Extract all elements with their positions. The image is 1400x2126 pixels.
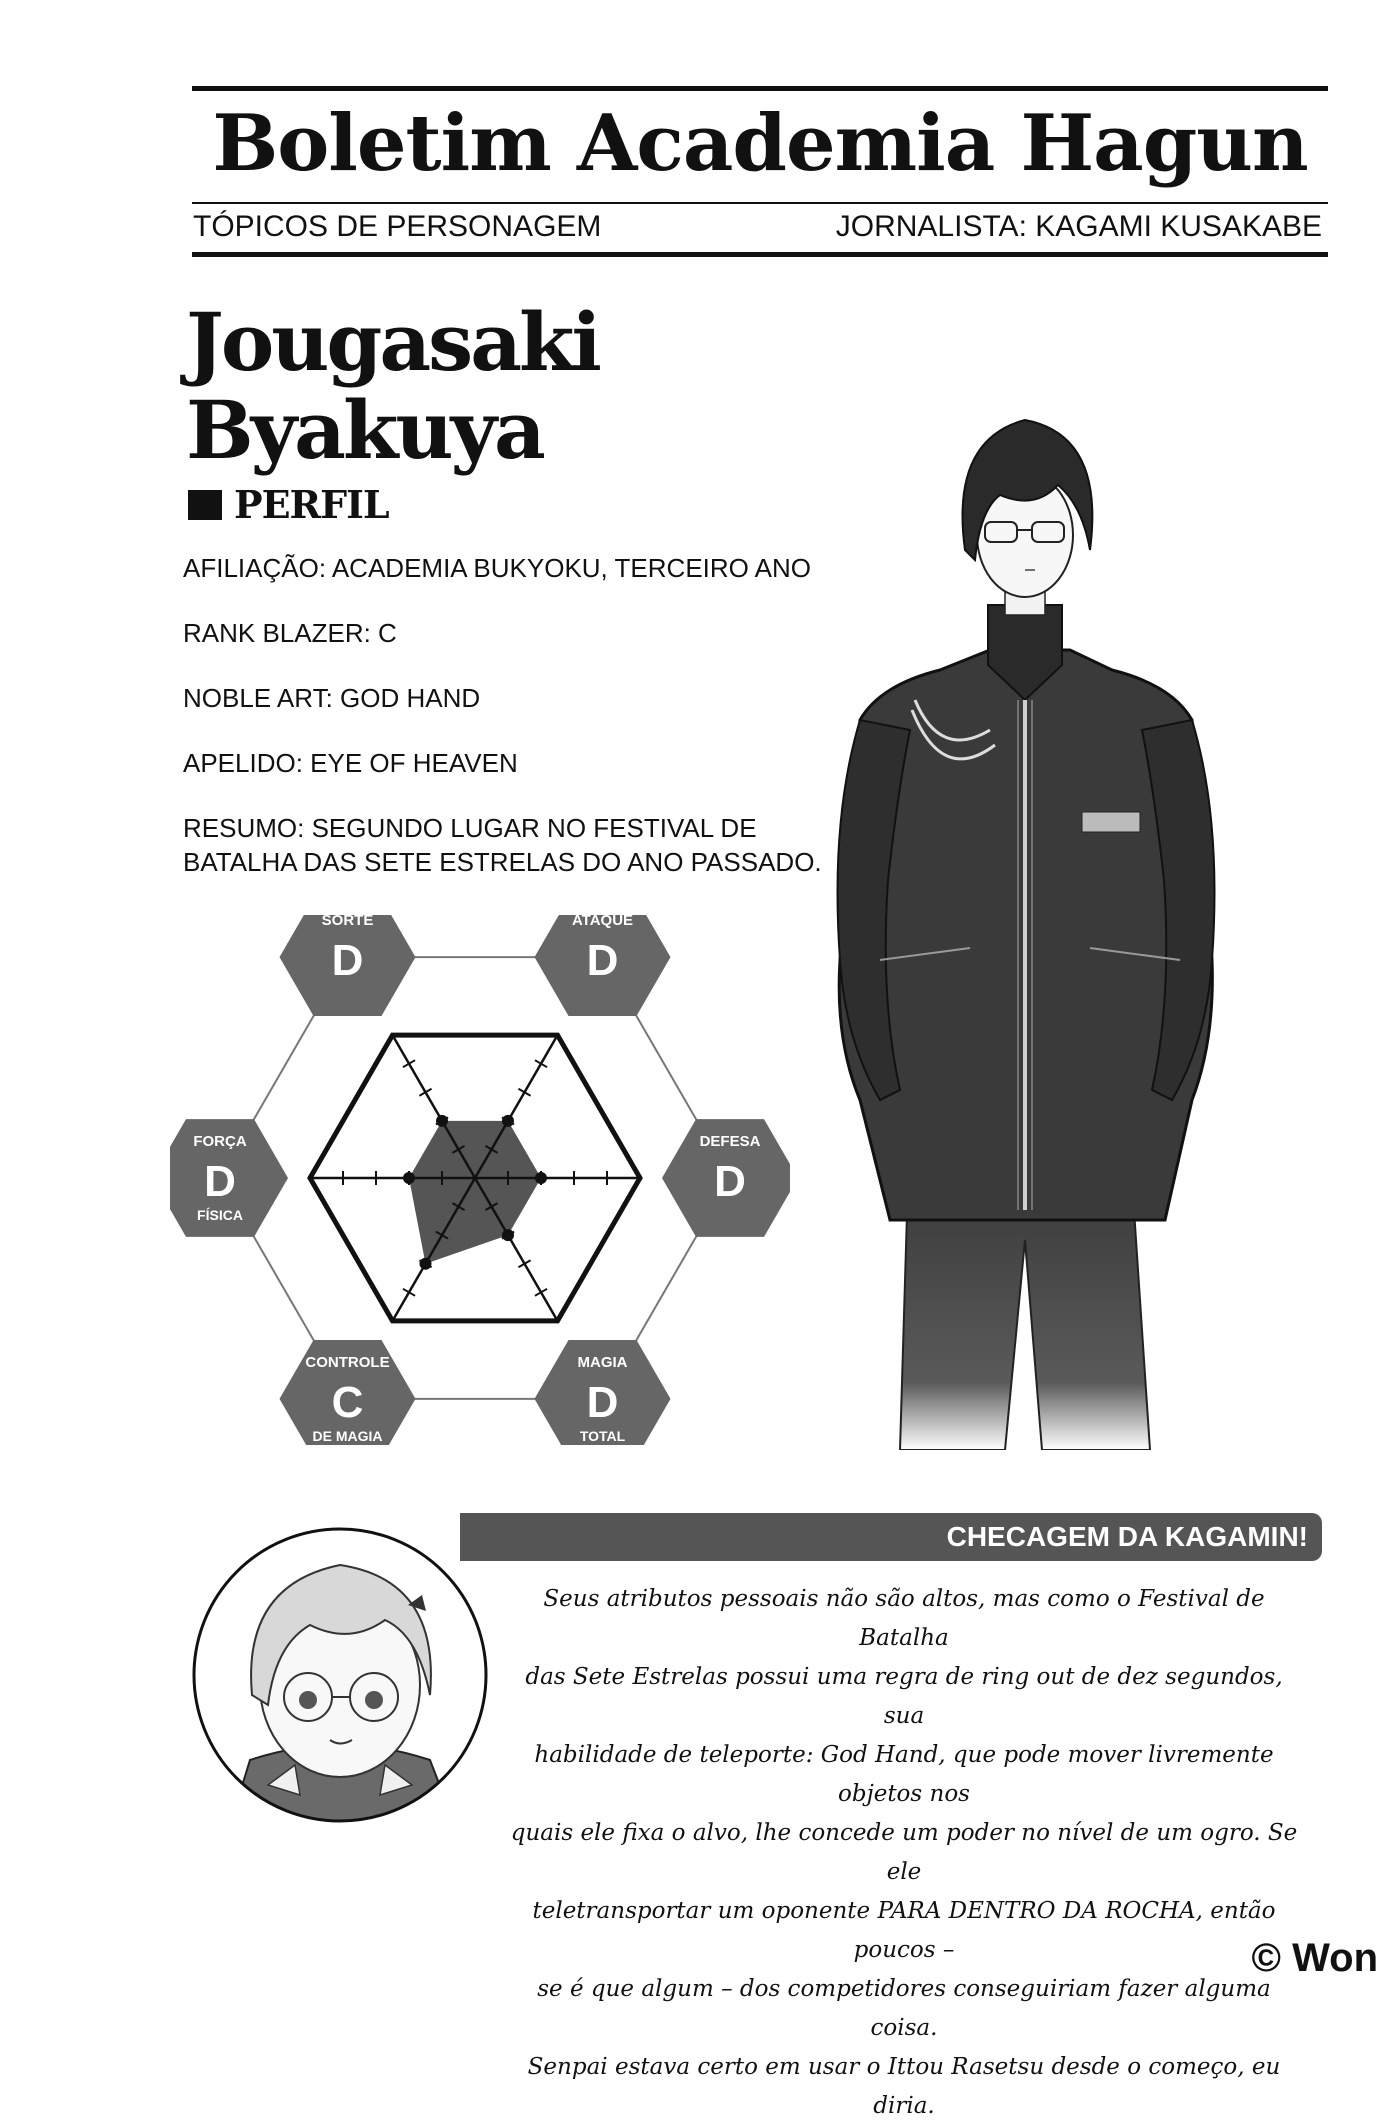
stat-label-controle: CONTROLE bbox=[305, 1353, 390, 1371]
radar-point-magia bbox=[502, 1229, 514, 1241]
stat-label-defesa: DEFESA bbox=[699, 1133, 761, 1150]
section-label: TÓPICOS DE PERSONAGEM bbox=[193, 210, 602, 243]
profile-nickname: APELIDO: EYE OF HEAVEN bbox=[183, 748, 518, 778]
profile-affiliation: AFILIAÇÃO: ACADEMIA BUKYOKU, TERCEIRO ANO bbox=[183, 553, 812, 583]
comment-line: quais ele fixa o alvo, lhe concede um poder no nível de um ogro. Se ele bbox=[510, 1820, 1298, 1885]
stat-grade-controle: C bbox=[331, 1377, 364, 1427]
stat-sublabel-forca: FÍSICA bbox=[197, 1207, 243, 1223]
stat-grade-sorte: D bbox=[331, 936, 364, 986]
radar-point-defesa bbox=[535, 1172, 547, 1184]
profile-noble-art: NOBLE ART: GOD HAND bbox=[183, 683, 481, 713]
stat-label-ataque: ATAQUE bbox=[571, 915, 634, 930]
radar-point-ataque bbox=[502, 1115, 514, 1127]
kagamin-banner bbox=[460, 1513, 1322, 1561]
radar-point-forca bbox=[403, 1172, 415, 1184]
stat-grade-ataque: D bbox=[586, 936, 619, 986]
copyright-notice: © Won bbox=[1251, 1936, 1378, 1980]
profile-heading bbox=[188, 482, 389, 527]
kagamin-heading: CHECAGEM DA KAGAMIN! bbox=[946, 1521, 1308, 1552]
profile-heading-label: PERFIL bbox=[234, 482, 389, 527]
stat-grade-forca: D bbox=[204, 1157, 236, 1206]
stat-sublabel-magia: TOTAL bbox=[579, 1427, 626, 1444]
stat-label-sorte: SORTE bbox=[321, 915, 374, 930]
stat-grade-defesa: D bbox=[714, 1157, 746, 1206]
radar-point-sorte bbox=[436, 1115, 448, 1127]
stat-label-magia: MAGIA bbox=[577, 1353, 628, 1371]
journalist-label: JORNALISTA: KAGAMI KUSAKABE bbox=[835, 210, 1322, 243]
stats-radar-chart bbox=[170, 915, 790, 1445]
character-illustration bbox=[820, 400, 1240, 1450]
stat-grade-magia: D bbox=[586, 1377, 619, 1427]
profile-summary-line2: BATALHA DAS SETE ESTRELAS DO ANO PASSADO. bbox=[183, 847, 822, 877]
kagamin-comment bbox=[508, 1580, 1300, 2126]
comment-line: das Sete Estrelas possui uma regra de ring out de dez segundos, sua bbox=[525, 1664, 1283, 1729]
character-name bbox=[186, 295, 599, 477]
comment-line: teletransportar um oponente PARA DENTRO DA ROCHA, então poucos – bbox=[532, 1898, 1276, 1963]
newsletter-title: Boletim Academia Hagun bbox=[212, 98, 1308, 189]
profile-rank: RANK BLAZER: C bbox=[183, 618, 397, 648]
masthead-bottom-rule bbox=[192, 252, 1328, 257]
stat-sublabel-controle: DE MAGIA bbox=[312, 1427, 383, 1444]
character-name-line1: Jougasaki bbox=[186, 295, 599, 389]
character-name-line2: Byakuya bbox=[186, 383, 543, 477]
masthead-mid-rule bbox=[192, 202, 1328, 204]
kagami-avatar bbox=[190, 1525, 490, 1825]
comment-line: se é que algum – dos competidores conseguiriam fazer alguma coisa. bbox=[537, 1976, 1271, 2041]
comment-line: Seus atributos pessoais não são altos, mas como o Festival de Batalha bbox=[543, 1586, 1265, 1651]
square-bullet-icon bbox=[188, 490, 222, 520]
profile-summary-line1: RESUMO: SEGUNDO LUGAR NO FESTIVAL DE bbox=[183, 813, 757, 843]
stat-label-forca: FORÇA bbox=[193, 1133, 247, 1150]
radar-point-controle bbox=[420, 1258, 432, 1270]
comment-line: habilidade de teleporte: God Hand, que pode mover livremente objetos nos bbox=[534, 1742, 1274, 1807]
masthead-top-rule bbox=[192, 86, 1328, 91]
comment-line: Senpai estava certo em usar o Ittou Rasetsu desde o começo, eu diria. bbox=[527, 2054, 1281, 2119]
